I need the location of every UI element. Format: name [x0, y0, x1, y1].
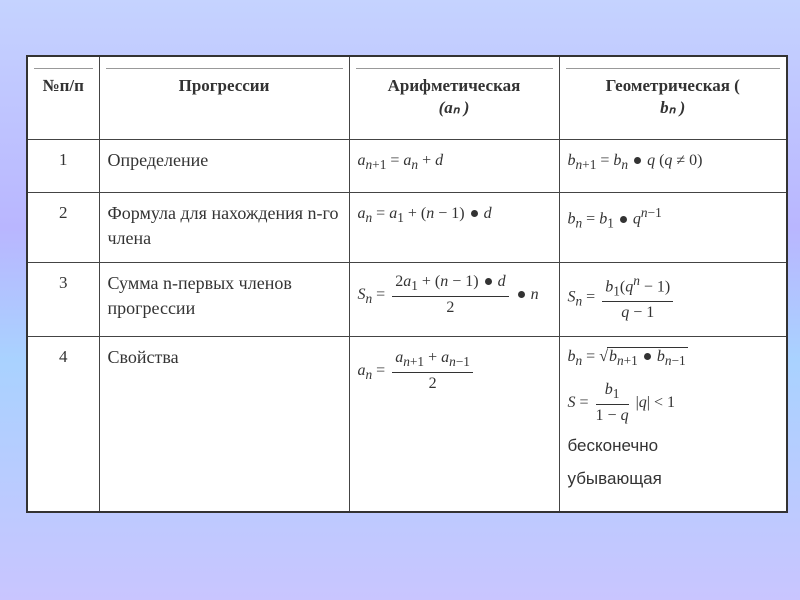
table-row [27, 336, 787, 512]
row-label: Формула для нахождения n-го члена [99, 192, 349, 262]
arith-sum-cell [349, 262, 559, 336]
table-row [27, 192, 787, 262]
geom-property-formula-mean: $b_n = √b_{n+1}$ $b_{n-1}$ [567, 347, 686, 368]
row-label: Определение [99, 139, 349, 192]
geom-definition-cell [559, 139, 787, 192]
row-number: 3 [27, 262, 99, 336]
table-row [27, 139, 787, 192]
header-row [27, 56, 787, 139]
arith-property-formula: $a_n$ = $\frac{a_{n+1} + a_{n-1}}{2}$ [358, 349, 476, 393]
geom-nth-term-formula: $b_n = b_1$ $q^{n-1}$ [567, 204, 662, 231]
header-arithmetic-title: Арифметическая [387, 76, 521, 95]
arith-sum-formula: $S_n$ = $\frac{2a_1 + (n - 1) d}{2}$ n [357, 272, 539, 316]
header-progressions: Прогрессии [99, 56, 349, 139]
row-number: 4 [27, 336, 99, 512]
geom-property-note-2: убывающая [567, 468, 662, 488]
geom-nth-term-cell [559, 192, 787, 262]
table-row [27, 262, 787, 336]
arith-nth-term-formula: $a_n = a_1 + (n - 1)$ d [357, 204, 492, 225]
multiply-dot-icon [634, 157, 641, 164]
row-number: 1 [27, 139, 99, 192]
geom-property-formula-infinite-sum: S = $\frac{b_1}{1 - q}$ |q| < 1 [567, 380, 675, 424]
header-geometric-symbol: bₙ ) [660, 98, 686, 117]
row-label: Сумма n-первых членов прогрессии [99, 262, 349, 336]
slide [26, 55, 786, 511]
geom-property-cell [559, 336, 787, 512]
header-number: №п/п [27, 56, 99, 139]
geom-sum-formula: $S_n$ = $\frac{b_1(q^n - 1)}{q - 1}$ [568, 273, 677, 323]
geom-property-note-1: бесконечно [567, 435, 659, 455]
header-arithmetic-symbol: (aₙ ) [438, 98, 470, 117]
multiply-dot-icon [620, 216, 627, 223]
header-arithmetic [349, 56, 559, 139]
header-geometric-title: Геометрическая ( [605, 76, 740, 95]
geom-sum-cell [559, 262, 787, 336]
header-geometric [559, 56, 787, 139]
arith-definition-formula: $a_{n+1} = a_n + d$ [357, 151, 444, 172]
progressions-table [26, 55, 788, 513]
multiply-dot-icon [518, 291, 525, 298]
geom-definition-formula: $b_{n+1} = b_n$ q (q ≠ 0) [567, 151, 703, 172]
arith-property-cell [349, 336, 559, 512]
arith-definition-cell [349, 139, 559, 192]
row-label: Свойства [99, 336, 349, 512]
row-number: 2 [27, 192, 99, 262]
arith-nth-term-cell [349, 192, 559, 262]
multiply-dot-icon [471, 210, 478, 217]
